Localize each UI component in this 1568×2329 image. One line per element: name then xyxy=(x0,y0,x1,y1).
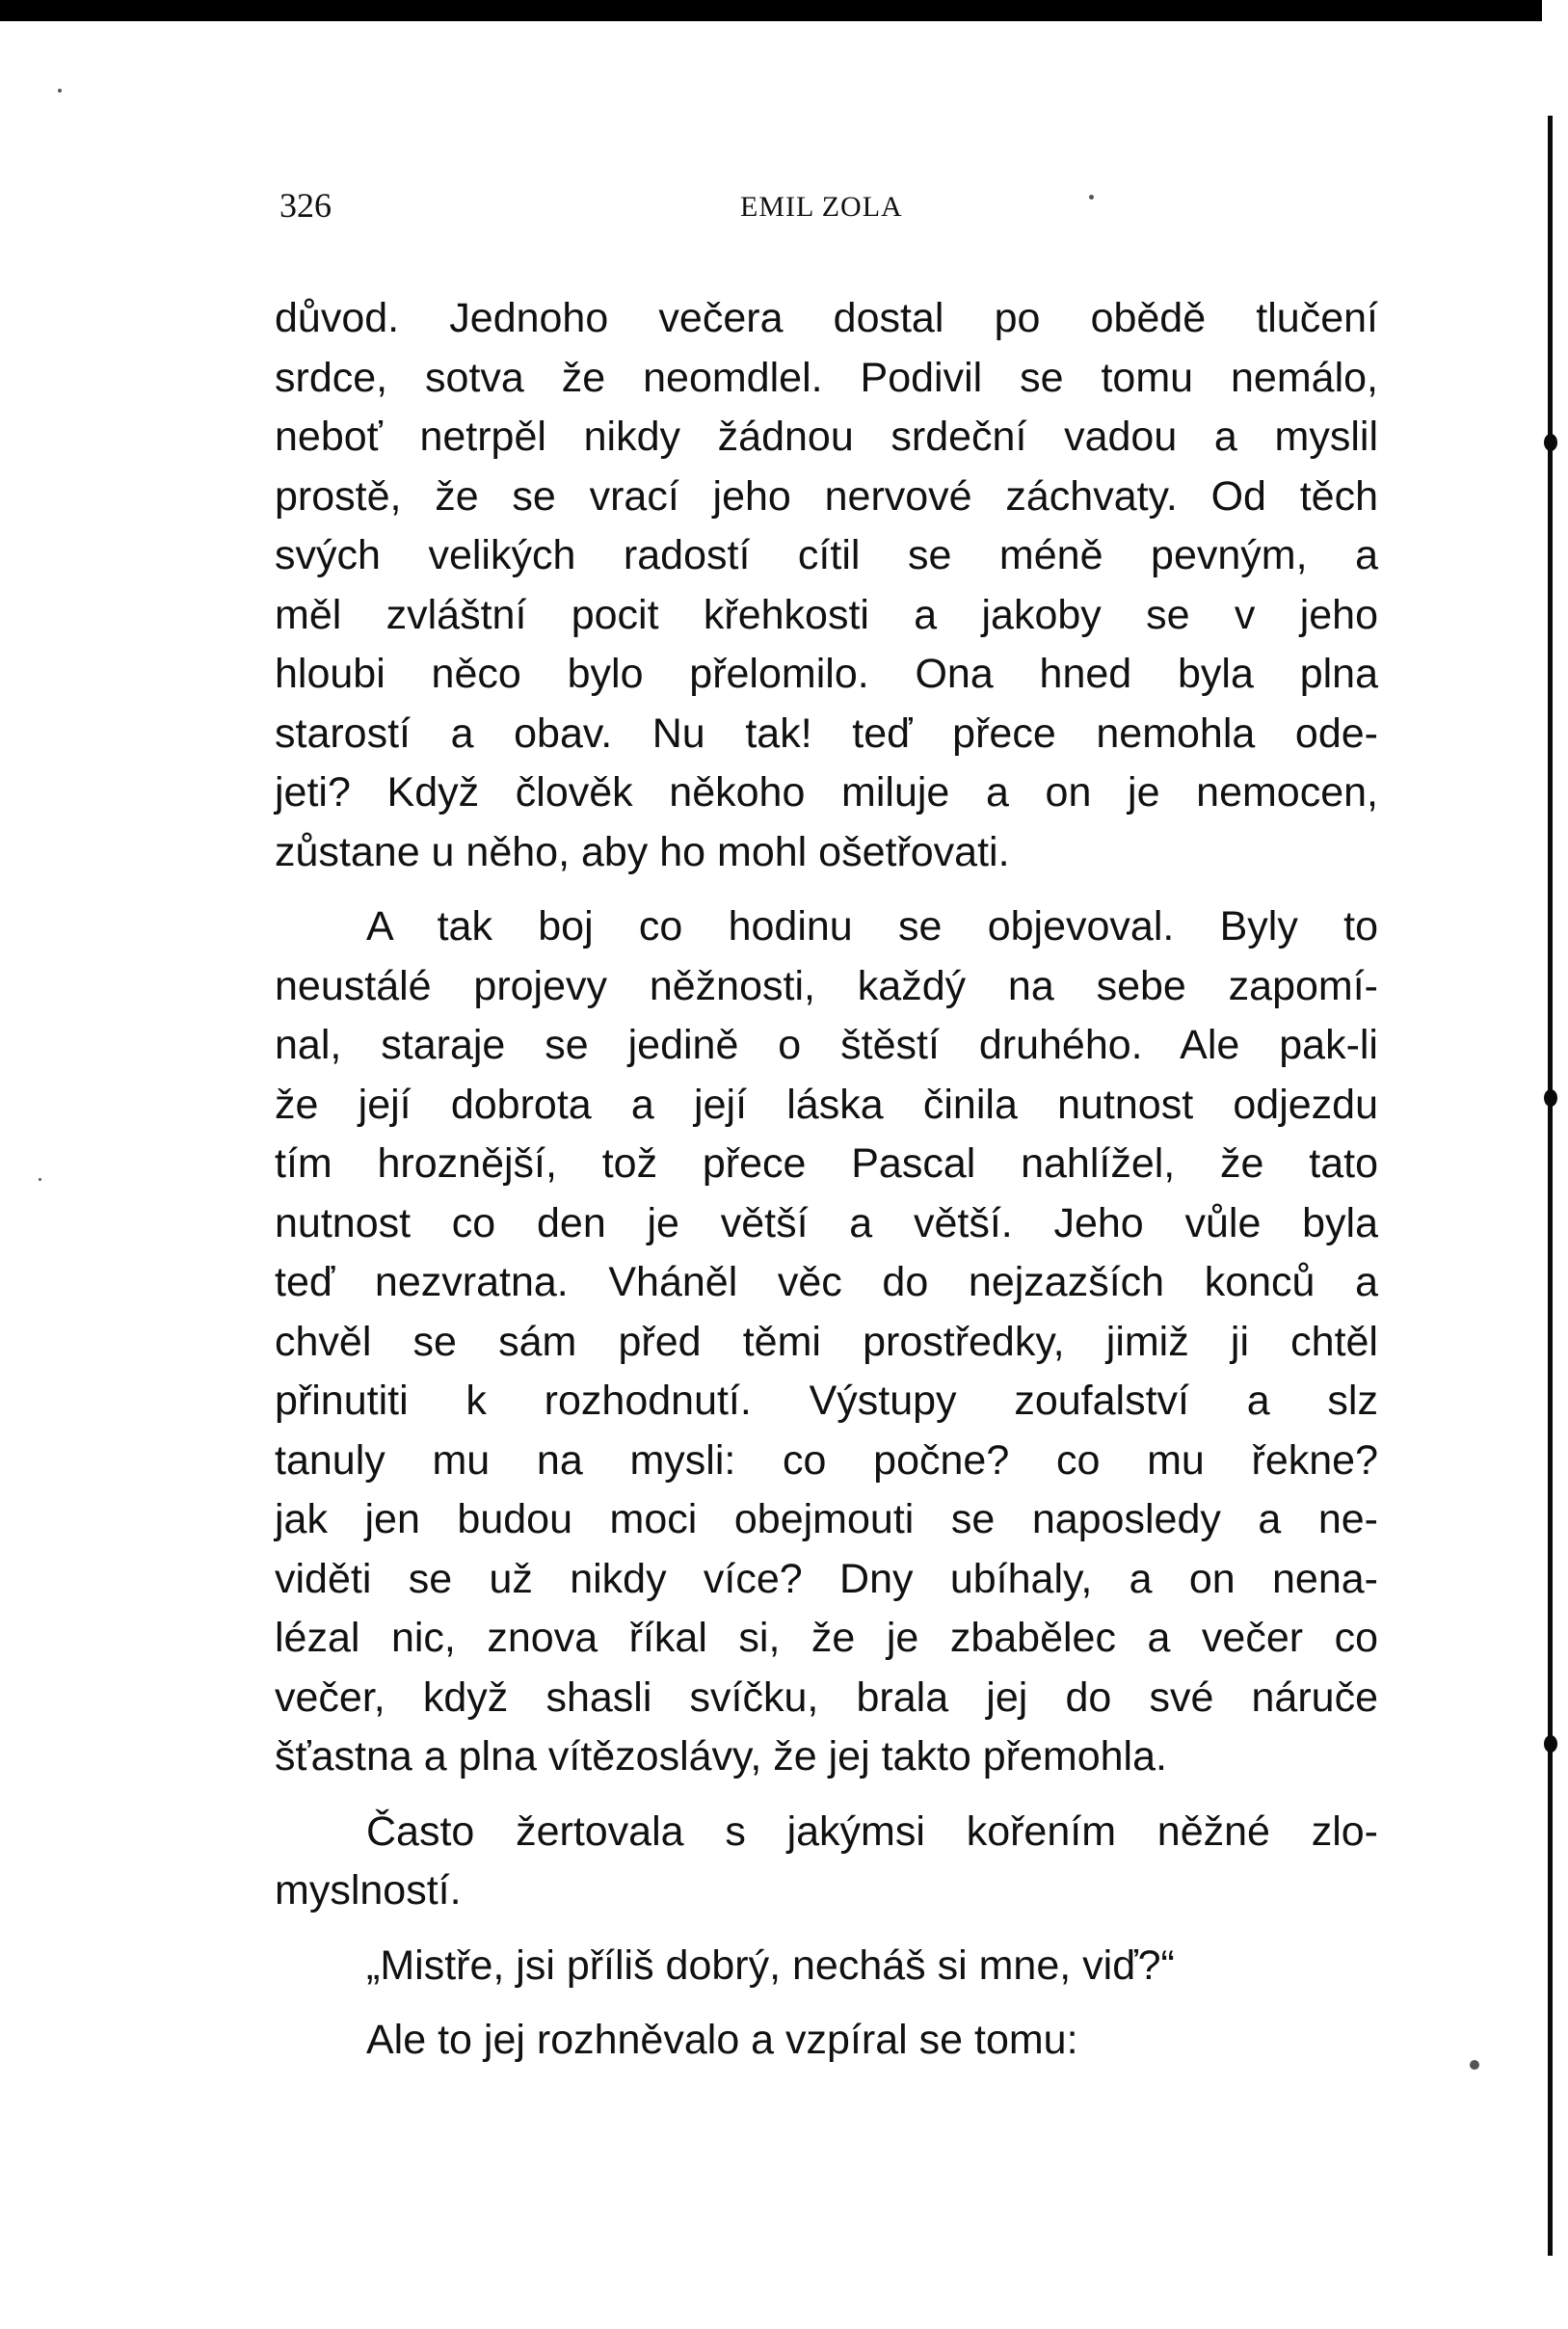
binding-dot xyxy=(1544,1735,1557,1753)
text-line: jak jen budou moci obejmouti se naposledy a ne- xyxy=(275,1496,1378,1542)
binding-edge xyxy=(1542,0,1568,2329)
text-line: A tak boj co hodinu se objevoval. Byly to xyxy=(366,903,1378,950)
text-line: „Mistře, jsi příliš dobrý, necháš si mne, viď?“ xyxy=(366,1941,1175,1989)
text-line: tanuly mu na mysli: co počne? co mu řekne? xyxy=(275,1436,1378,1484)
paragraph xyxy=(275,1803,1378,1921)
text-line: Ale to jej rozhněvalo a vzpíral se tomu: xyxy=(366,2017,1078,2063)
text-line: teď nezvratna. Vháněl věc do nejzazších konců a xyxy=(275,1259,1378,1305)
binding-dot xyxy=(1544,1089,1557,1107)
text-line: důvod. Jednoho večera dostal po obědě tlučení xyxy=(275,295,1378,341)
text-line: neboť netrpěl nikdy žádnou srdeční vadou a myslil xyxy=(275,414,1378,460)
text-line: Často žertovala s jakýmsi kořením něžné zlo- xyxy=(366,1807,1378,1855)
text-line: svých velikých radostí cítil se méně pevným, a xyxy=(275,532,1378,578)
text-line: že její dobrota a její láska činila nutnost odjezdu xyxy=(275,1081,1378,1128)
text-line: prostě, že se vrací jeho nervové záchvaty. Od těch xyxy=(275,472,1378,520)
text-line: chvěl se sám před těmi prostředky, jimiž ji chtěl xyxy=(275,1318,1378,1365)
paper-speck xyxy=(39,1178,41,1181)
paragraph xyxy=(275,2011,1378,2071)
paragraph xyxy=(275,897,1378,1787)
text-line: měl zvláštní pocit křehkosti a jakoby se v jeho xyxy=(275,591,1378,638)
running-head: EMIL ZOLA xyxy=(740,191,903,223)
text-line: srdce, sotva že neomdlel. Podivil se tomu nemálo, xyxy=(275,354,1378,401)
paragraph xyxy=(275,1937,1378,1996)
text-line: jeti? Když člověk někoho miluje a on je nemocen, xyxy=(275,769,1378,816)
paper-speck xyxy=(1470,2060,1479,2070)
page-header xyxy=(279,185,1388,233)
text-line: nal, staraje se jedině o štěstí druhého. Ale pak-li xyxy=(275,1022,1378,1068)
paragraph xyxy=(275,289,1378,882)
text-line: hloubi něco bylo přelomilo. Ona hned byla plna xyxy=(275,651,1378,697)
body-text xyxy=(275,289,1378,2086)
text-line: šťastna a plna vítězoslávy, že jej takto přemohla. xyxy=(275,1733,1167,1780)
text-line: myslností. xyxy=(275,1867,462,1914)
text-line: nutnost co den je větší a větší. Jeho vůle byla xyxy=(275,1199,1378,1246)
text-line: starostí a obav. Nu tak! teď přece nemohla ode- xyxy=(275,709,1378,757)
text-line: zůstane u něho, aby ho mohl ošetřovati. xyxy=(275,828,1010,875)
text-line: tím hroznější, tož přece Pascal nahlížel, že tato xyxy=(275,1140,1378,1187)
text-line: neustálé projevy něžnosti, každý na sebe zapomí- xyxy=(275,962,1378,1009)
paper-speck xyxy=(58,89,62,93)
text-line: lézal nic, znova říkal si, že je zbabělec a večer co xyxy=(275,1615,1378,1661)
binding-dot xyxy=(1544,434,1557,451)
text-line: večer, když shasli svíčku, brala jej do své náruče xyxy=(275,1673,1378,1721)
book-page xyxy=(0,21,1542,2329)
page-number: 326 xyxy=(279,186,332,225)
text-line: přinutiti k rozhodnutí. Výstupy zoufalství a slz xyxy=(275,1378,1378,1424)
text-line: viděti se už nikdy více? Dny ubíhaly, a on nena- xyxy=(275,1555,1378,1602)
